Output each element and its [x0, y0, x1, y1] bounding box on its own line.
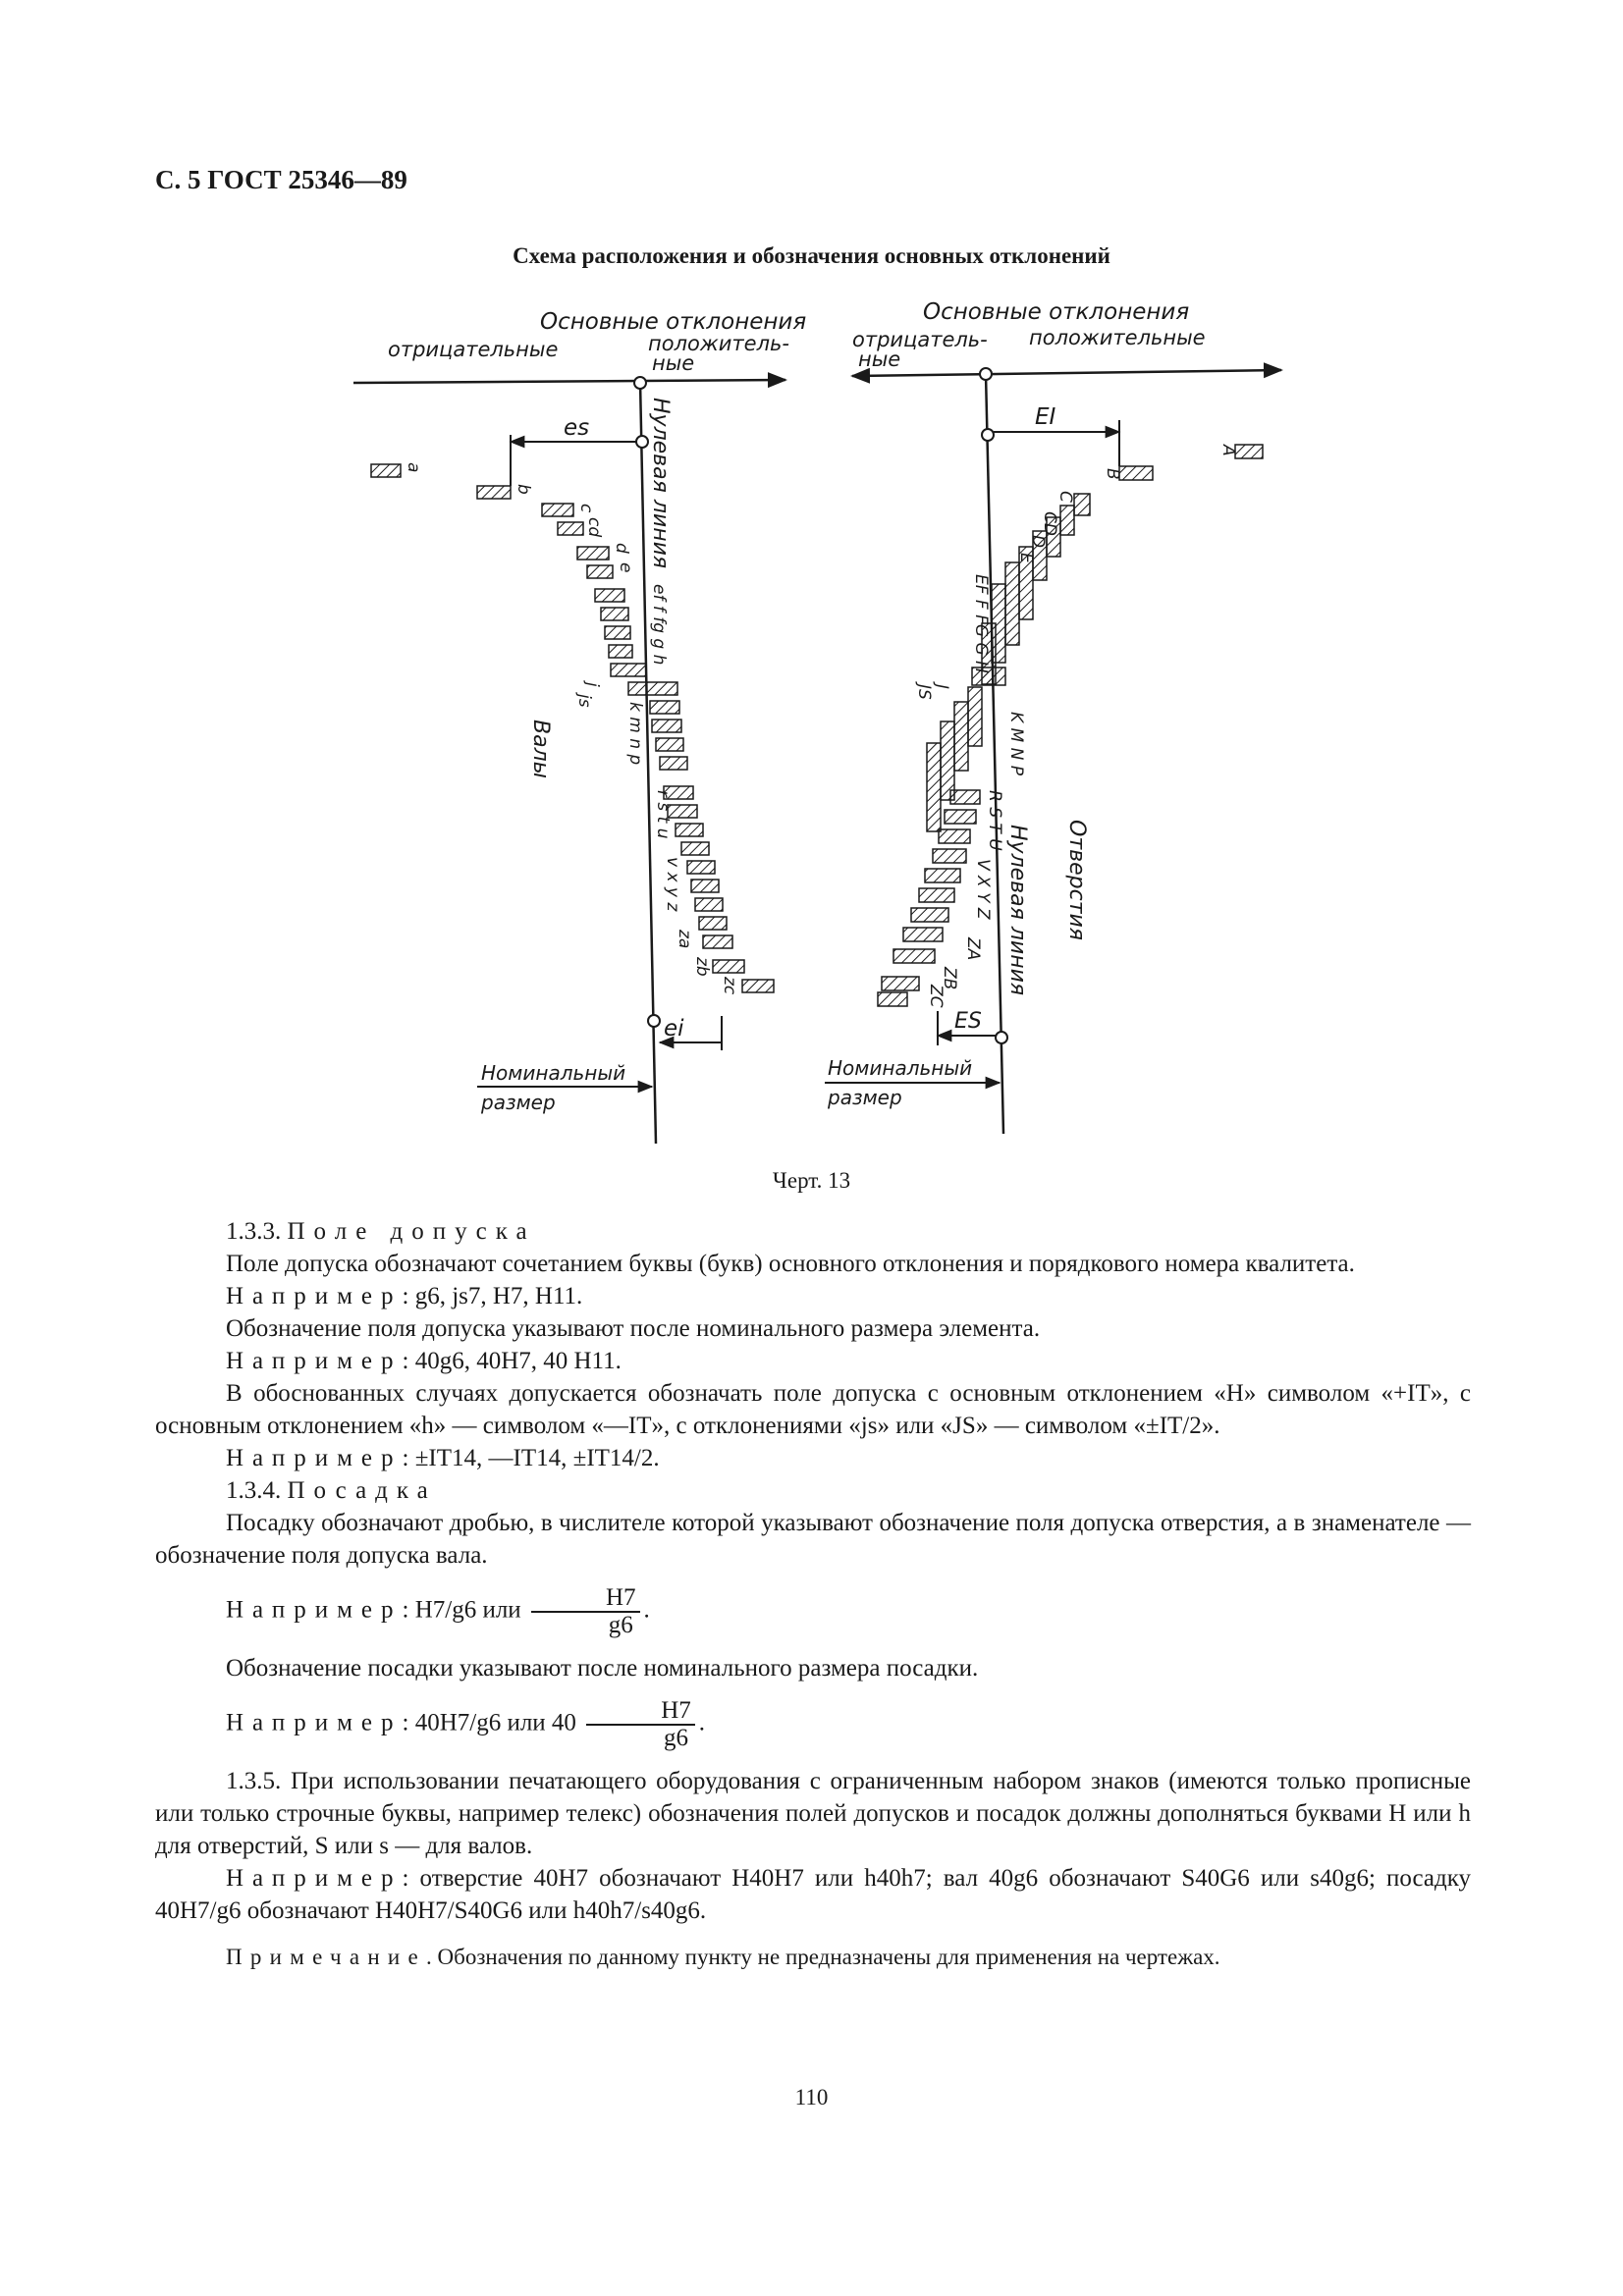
field-js	[628, 682, 677, 695]
paragraph: В обоснованных случаях допускается обозначать поле допуска с основным отклонением «H» символом «+IT», с основным отклонением «h» — символом «—IT», с отклонениями «js» или «JS» — символом «±IT/2».	[155, 1380, 1471, 1439]
ES-label: ES	[954, 1009, 982, 1034]
right-heading: Основные отклонения	[923, 299, 1190, 325]
right-EI-point	[982, 429, 994, 441]
field-f	[601, 608, 628, 620]
letters-rstu: r s t u	[653, 790, 673, 839]
letter-B: B	[1103, 468, 1122, 480]
right-nominal-label-2: размер	[828, 1086, 902, 1109]
field-c	[542, 504, 573, 516]
field-zc	[742, 980, 774, 992]
field-fg	[605, 626, 630, 639]
paragraph: Посадку обозначают дробью, в числителе которой указывают обозначение поля допуска отверстия, а в знаменателе — обозначение поля допуска вала.	[155, 1510, 1471, 1569]
es-label: es	[564, 415, 590, 441]
letter-c: c	[576, 504, 596, 513]
letter-C: C	[1055, 491, 1075, 503]
left-nominal-label-2: размер	[481, 1091, 556, 1114]
field-cd	[558, 522, 583, 535]
example-line: Например: отверстие 40H7 обозначают H40H7 или h40h7; вал 40g6 обозначают S40G6 или s40g6; посадку 40H7/g6 обозначают H40H7/S40G6 или h40h7/s40g6.	[155, 1865, 1471, 1924]
page-header: С. 5 ГОСТ 25346—89	[155, 165, 407, 194]
field-zb	[713, 960, 744, 973]
fraction: $\frac{H7}{g6}$	[531, 1585, 640, 1638]
right-ES-point	[996, 1032, 1007, 1043]
letter-ZC: ZC	[926, 985, 946, 1008]
letter-D: D	[1028, 535, 1048, 549]
example-line: Например: 40g6, 40H7, 40 H11.	[226, 1348, 622, 1374]
field-k	[650, 701, 679, 714]
ei-label: ei	[664, 1016, 684, 1041]
note: Примечание. Обозначения по данному пункту не предназначены для применения на чертежах.	[226, 1945, 1220, 1969]
example-line: Например: g6, js7, H7, H11.	[226, 1283, 583, 1309]
letter-za: za	[675, 930, 694, 949]
section-1-3-3-heading: 1.3.3. Поле допуска	[226, 1218, 536, 1245]
field-za	[703, 935, 732, 948]
letter-b: b	[514, 484, 533, 495]
figure-title: Схема расположения и обозначения основных отклонений	[513, 243, 1110, 268]
holes-diagram	[825, 299, 1281, 1134]
left-positive-label-2: ные	[652, 351, 695, 375]
left-zero-line-label: Нулевая линия	[648, 398, 673, 569]
letters-kmnp: k m n p	[625, 702, 645, 766]
page-number: 110	[794, 2085, 829, 2109]
right-nominal-label: Номинальный	[828, 1056, 973, 1080]
shaft-fields	[371, 464, 774, 992]
field-ef	[595, 589, 624, 602]
field-m	[652, 720, 681, 732]
field-U	[933, 849, 966, 863]
paragraph: Поле допуска обозначают сочетанием буквы (букв) основного отклонения и порядкового номера квалитета.	[226, 1251, 1355, 1277]
EI-label: EI	[1035, 404, 1056, 430]
left-es-point	[636, 436, 648, 448]
right-axis-arrow	[852, 370, 1281, 376]
left-ei-point	[648, 1015, 660, 1027]
letters-ef-h: ef f fg g h	[649, 584, 669, 666]
field-F	[1005, 562, 1019, 645]
right-negative-label: отрицатель-	[852, 328, 988, 351]
field-N	[941, 721, 954, 800]
letter-A: A	[1218, 445, 1238, 456]
field-V	[925, 869, 960, 882]
figure-caption: Черт. 13	[772, 1168, 851, 1193]
field-b	[477, 486, 511, 499]
letter-zc: zc	[720, 977, 739, 995]
field-x	[691, 880, 719, 892]
shafts-diagram	[353, 309, 806, 1144]
letters-VXYZ: V X Y Z	[973, 859, 993, 920]
field-Z	[903, 928, 943, 941]
field-R	[950, 790, 980, 804]
letter-d: d	[612, 543, 631, 554]
letters-KMNP: K M N P	[1006, 712, 1026, 775]
right-origin-point	[980, 368, 992, 380]
fraction: $\frac{H7}{g6}$	[586, 1698, 695, 1751]
field-a	[371, 464, 401, 477]
letters-RSTU: R S T U	[985, 790, 1004, 851]
field-Y	[911, 908, 948, 922]
paragraph: 1.3.5. При использовании печатающего оборудования с ограниченным набором знаков (имеются только прописные или только строчные буквы, например телекс) обозначения полей допусков и посадок должны дополняться буквами H или h для отверстий, S или s — для валов.	[155, 1768, 1471, 1859]
field-A	[1235, 445, 1263, 458]
field-g	[609, 645, 632, 658]
field-d	[577, 547, 609, 560]
field-T	[939, 829, 970, 843]
letter-ZA: ZA	[963, 937, 983, 961]
left-positive-label: положитель-	[648, 332, 789, 355]
left-heading: Основные отклонения	[540, 309, 807, 335]
letter-J: J	[932, 684, 951, 690]
field-t	[676, 824, 703, 836]
field-CD	[1060, 506, 1074, 535]
right-negative-label-2: ные	[858, 347, 901, 371]
right-zero-line-label: Нулевая линия	[1005, 825, 1030, 996]
field-M	[954, 702, 968, 771]
letter-E: E	[1016, 553, 1036, 563]
letter-j: j	[582, 682, 602, 687]
field-S	[945, 810, 976, 824]
field-h	[611, 664, 646, 676]
field-ZB	[882, 977, 919, 990]
letter-cd: cd	[584, 517, 604, 538]
shafts-label: Валы	[528, 720, 553, 779]
example-line: Например: H7/g6 или $\frac{H7}{g6}$ .	[226, 1584, 650, 1638]
field-e	[587, 565, 613, 578]
letters-EF-H: EF F FG G H	[971, 574, 991, 673]
left-axis-arrow	[353, 380, 785, 383]
paragraph: Обозначение поля допуска указывают после номинального размера элемента.	[226, 1315, 1041, 1342]
left-nominal-label: Номинальный	[481, 1061, 626, 1085]
letter-js: js	[574, 694, 594, 708]
left-negative-label: отрицательные	[388, 338, 559, 361]
field-K	[968, 687, 982, 746]
field-ZC	[878, 992, 907, 1006]
letter-zb: zb	[692, 957, 712, 977]
example-line: Например: ±IT14, —IT14, ±IT14/2.	[226, 1445, 660, 1471]
field-p	[660, 757, 687, 770]
body-text	[155, 1215, 1471, 1973]
letter-e: e	[616, 562, 635, 573]
letter-JS: JS	[914, 684, 934, 700]
left-origin-point	[634, 377, 646, 389]
letter-ZB: ZB	[940, 967, 959, 990]
field-v	[687, 861, 715, 874]
field-X	[919, 888, 954, 902]
right-zero-line	[986, 374, 1003, 1134]
paragraph: Обозначение посадки указывают после номинального размера посадки.	[226, 1655, 979, 1682]
field-y	[695, 898, 723, 911]
field-P	[927, 743, 941, 831]
shaft-letters	[404, 462, 739, 995]
field-ZA	[893, 949, 935, 963]
section-1-3-4-heading: 1.3.4. Посадка	[226, 1477, 437, 1504]
example-line: Например: 40H7/g6 или 40 $\frac{H7}{g6}$ .	[226, 1697, 705, 1751]
letters-vxyz: v x y z	[663, 857, 682, 912]
right-positive-label: положительные	[1029, 326, 1206, 349]
field-u	[681, 842, 709, 855]
field-n	[656, 738, 683, 751]
letter-a: a	[404, 462, 423, 473]
field-C	[1074, 494, 1090, 515]
deviation-diagram	[0, 290, 1623, 1153]
letter-CD: CD	[1040, 511, 1059, 536]
holes-label: Отверстия	[1064, 820, 1089, 941]
field-B	[1119, 466, 1153, 480]
field-z	[699, 917, 727, 930]
